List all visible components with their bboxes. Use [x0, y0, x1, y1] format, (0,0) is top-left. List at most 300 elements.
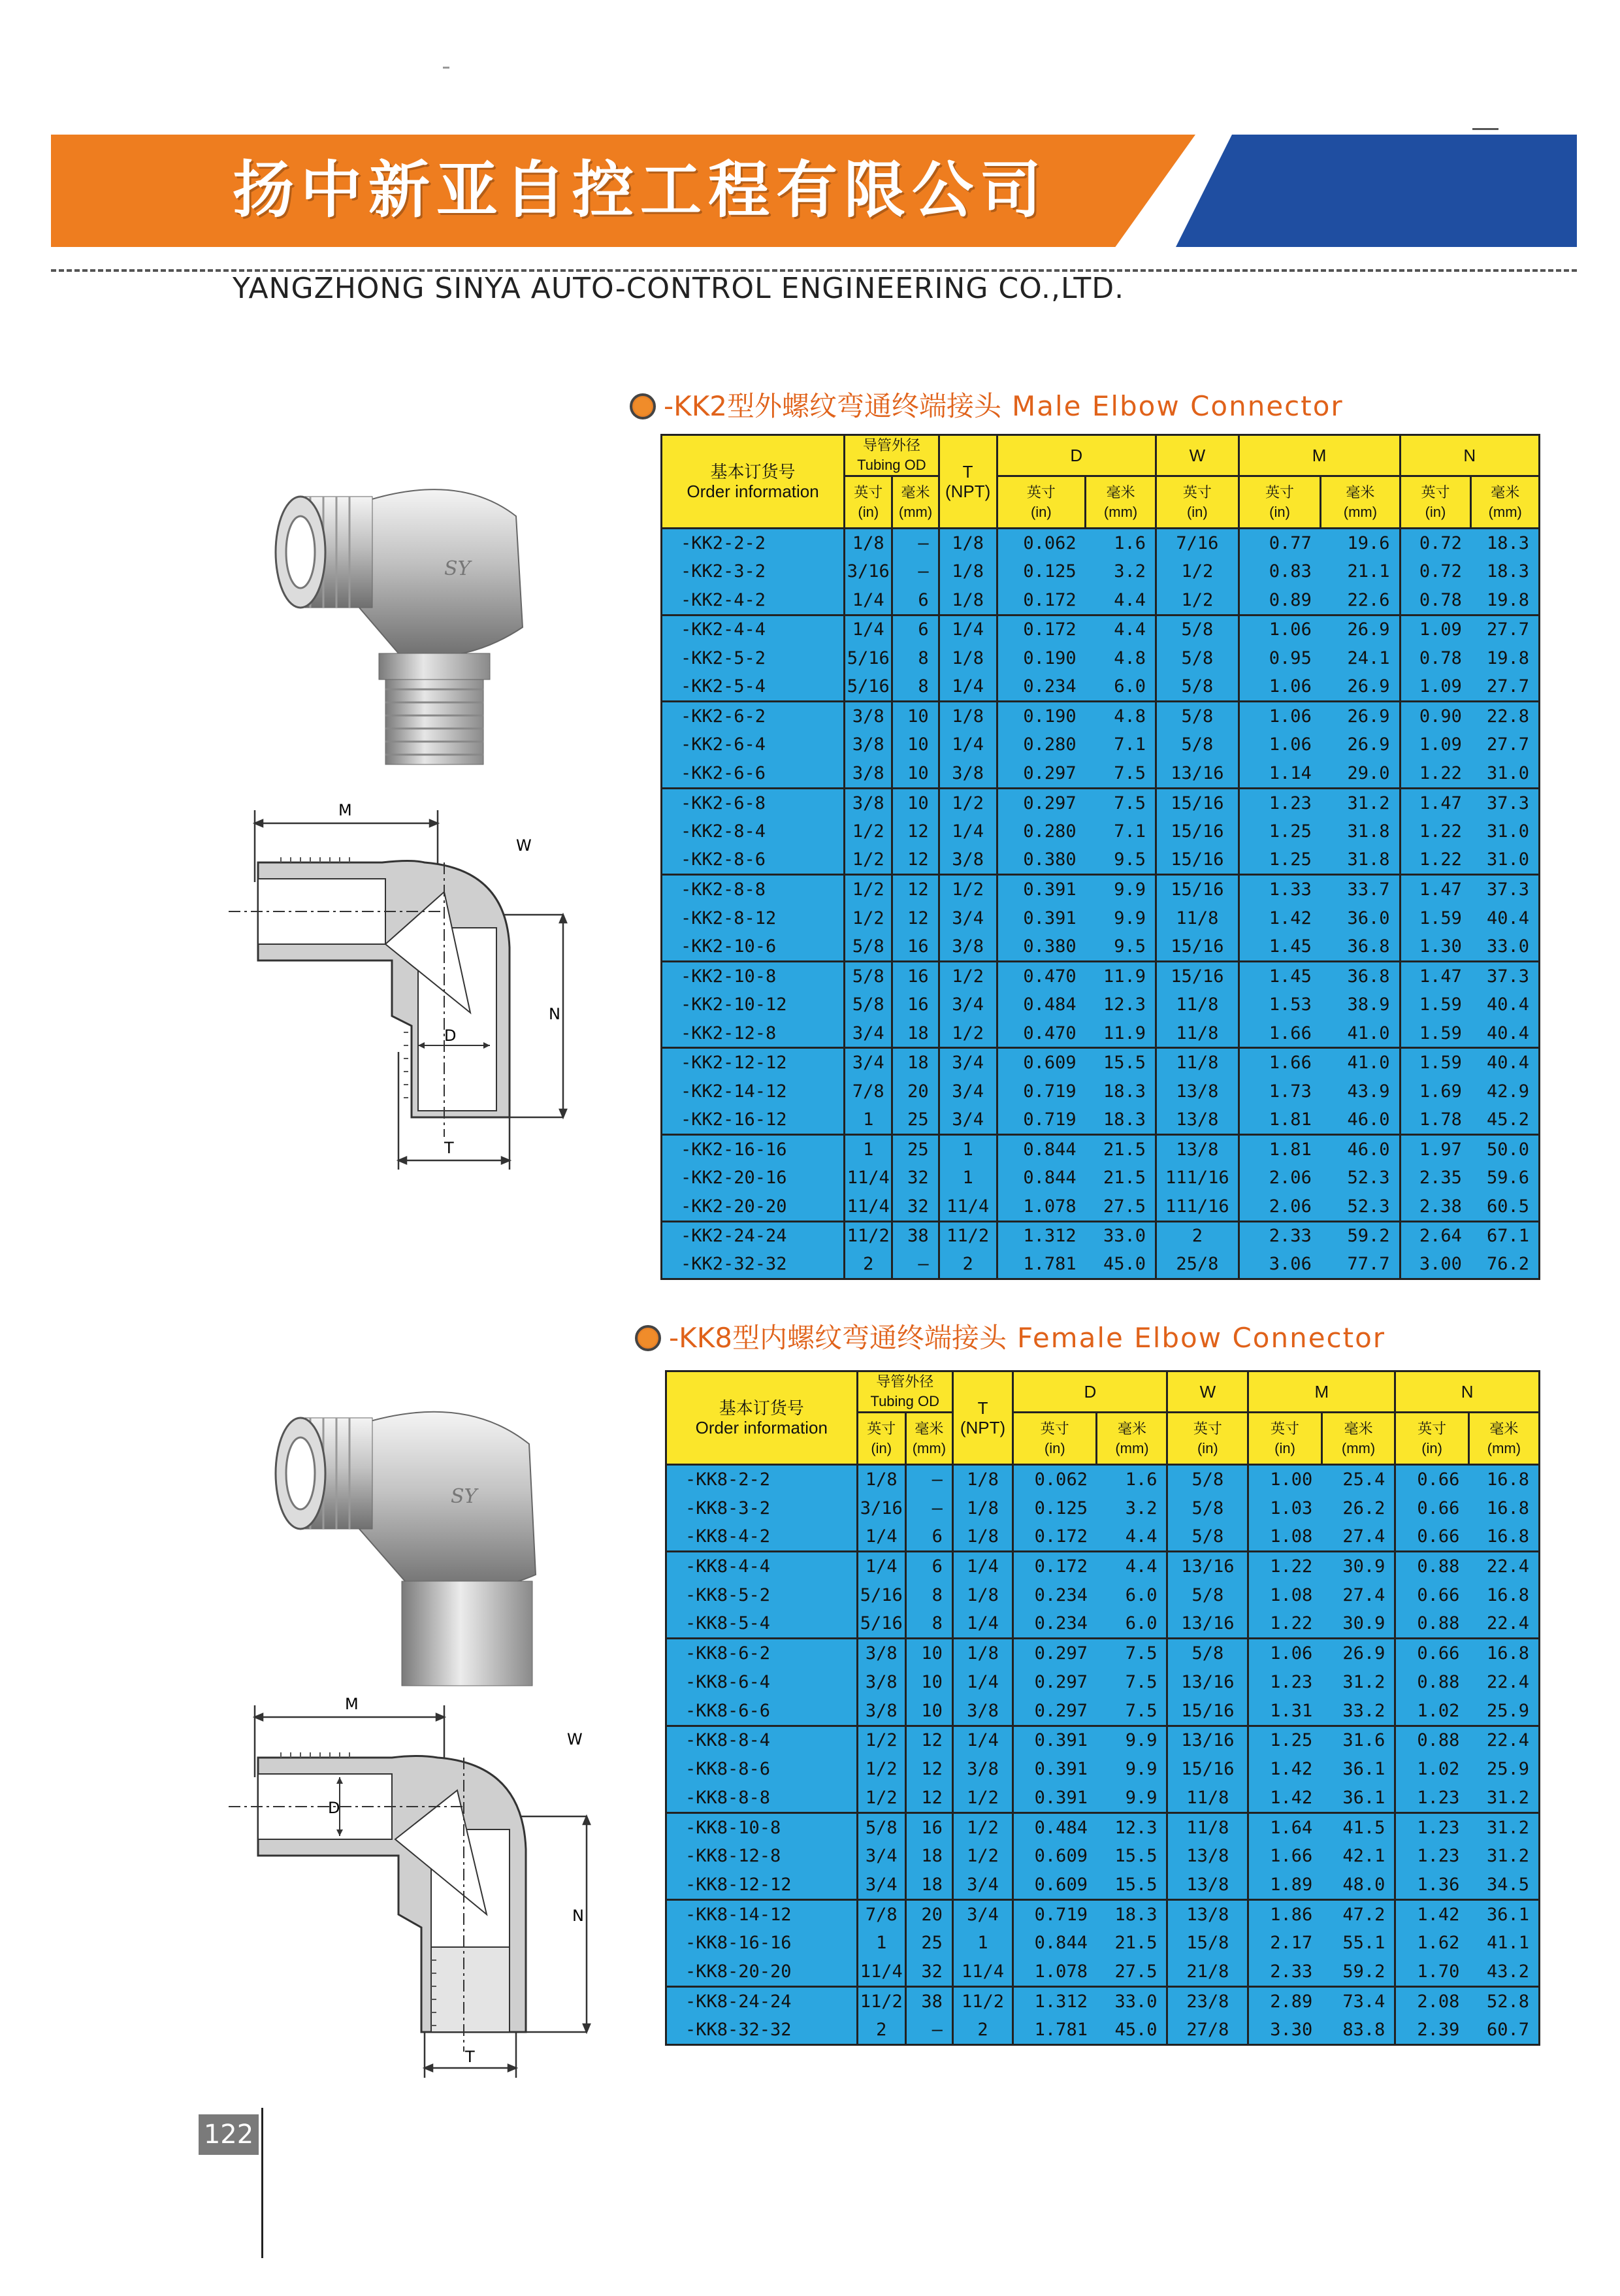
spec-cell: 15.5 — [1086, 1048, 1156, 1077]
spec-cell: 1.25 — [1239, 817, 1321, 845]
spec-cell: 1.81 — [1239, 1106, 1321, 1134]
spec-cell: 0.234 — [1013, 1609, 1097, 1638]
spec-cell: 0.88 — [1395, 1609, 1469, 1638]
spec-cell: 0.125 — [1013, 1494, 1097, 1522]
spec-cell: 0.190 — [997, 644, 1086, 672]
company-name-cn: 扬中新亚自控工程有限公司 — [233, 154, 1048, 226]
spec-cell: 8 — [892, 672, 939, 701]
spec-cell: 3.00 — [1400, 1250, 1471, 1279]
spec-cell: 11/4 — [939, 1192, 997, 1221]
order-code-cell: -KK8-16-16 — [666, 1929, 858, 1958]
spec-cell: 32 — [905, 1958, 952, 1986]
spec-cell: 18 — [905, 1871, 952, 1899]
spec-cell: 3/4 — [845, 1019, 892, 1048]
spec-cell: 0.391 — [997, 904, 1086, 932]
order-code-cell: -KK2-12-12 — [662, 1048, 845, 1077]
spec-cell: 40.4 — [1471, 904, 1540, 932]
spec-cell: 3/4 — [939, 991, 997, 1019]
spec-cell: 13/16 — [1167, 1609, 1248, 1638]
spec-cell: 21.5 — [1086, 1164, 1156, 1192]
spec-cell: 1.078 — [997, 1192, 1086, 1221]
spec-cell: 3/4 — [939, 1077, 997, 1106]
spec-cell: 1/2 — [939, 788, 997, 817]
table-row — [666, 1726, 1540, 1754]
spec-cell: 1/2 — [1156, 557, 1239, 586]
dim-label-n: N — [549, 1005, 560, 1023]
spec-cell: 3/8 — [857, 1667, 905, 1696]
spec-cell: 1.25 — [1239, 846, 1321, 875]
male-elbow-photo — [248, 457, 536, 778]
spec-cell: 1.47 — [1400, 961, 1471, 990]
spec-cell: 12 — [905, 1784, 952, 1812]
spec-cell: 0.719 — [997, 1106, 1086, 1134]
spec-cell: 21/8 — [1167, 1958, 1248, 1986]
spec-cell: 0.66 — [1395, 1581, 1469, 1609]
order-code-cell: -KK2-8-4 — [662, 817, 845, 845]
spec-cell: 11/8 — [1156, 904, 1239, 932]
spec-cell: 37.3 — [1471, 875, 1540, 904]
spec-cell: 1.59 — [1400, 1019, 1471, 1048]
spec-cell: 0.234 — [1013, 1581, 1097, 1609]
spec-cell: 0.66 — [1395, 1522, 1469, 1551]
spec-cell: 16.8 — [1468, 1581, 1539, 1609]
spec-cell: 4.4 — [1097, 1552, 1167, 1581]
spec-cell: 59.6 — [1471, 1164, 1540, 1192]
spec-cell: 11/4 — [845, 1192, 892, 1221]
spec-cell: 5/8 — [845, 932, 892, 961]
spec-cell: 37.3 — [1471, 961, 1540, 990]
spec-cell: 1/4 — [845, 586, 892, 615]
spec-cell: 3/16 — [845, 557, 892, 586]
spec-cell: 1/2 — [952, 1784, 1012, 1812]
spec-cell: 0.88 — [1395, 1552, 1469, 1581]
spec-cell: 5/8 — [845, 991, 892, 1019]
spec-cell: 16 — [892, 991, 939, 1019]
order-code-cell: -KK2-3-2 — [662, 557, 845, 586]
spec-cell: 25 — [892, 1106, 939, 1134]
spec-cell: 1/8 — [939, 586, 997, 615]
spec-cell: 11/2 — [845, 1221, 892, 1250]
spec-cell: 36.1 — [1321, 1784, 1395, 1812]
spec-cell: 0.380 — [997, 846, 1086, 875]
spec-cell: 1.06 — [1239, 615, 1321, 644]
spec-cell: 0.72 — [1400, 529, 1471, 557]
spec-cell: 10 — [892, 788, 939, 817]
spec-cell: 12 — [905, 1754, 952, 1783]
table-row — [666, 1958, 1540, 1986]
order-code-cell: -KK2-6-6 — [662, 759, 845, 788]
spec-cell: 2 — [939, 1250, 997, 1279]
table-row — [662, 1250, 1540, 1279]
spec-cell: 36.8 — [1321, 932, 1400, 961]
spec-cell: 5/8 — [1156, 730, 1239, 759]
spec-cell: 3/4 — [939, 904, 997, 932]
bullet-icon — [635, 1325, 661, 1351]
spec-cell: 11.9 — [1086, 961, 1156, 990]
spec-cell: 1.03 — [1248, 1494, 1322, 1522]
spec-cell: 0.88 — [1395, 1726, 1469, 1754]
order-code-cell: -KK8-6-4 — [666, 1667, 858, 1696]
spec-cell: 27.7 — [1471, 672, 1540, 701]
spec-cell: 5/8 — [1156, 615, 1239, 644]
spec-cell: 16.8 — [1468, 1522, 1539, 1551]
order-code-cell: -KK8-4-2 — [666, 1522, 858, 1551]
spec-cell: 5/16 — [845, 672, 892, 701]
spec-cell: 31.2 — [1468, 1784, 1539, 1812]
spec-cell: 1/4 — [845, 615, 892, 644]
spec-cell: 3/4 — [952, 1899, 1012, 1928]
spec-cell: 3/8 — [939, 846, 997, 875]
spec-cell: 9.9 — [1086, 904, 1156, 932]
spec-cell: 1.47 — [1400, 875, 1471, 904]
tubing-od-header: 导管外径Tubing OD — [845, 435, 939, 476]
spec-cell: 1 — [939, 1164, 997, 1192]
spec-cell: 26.9 — [1321, 702, 1400, 730]
spec-cell: 1/2 — [857, 1754, 905, 1783]
spec-cell: 3.30 — [1248, 2016, 1322, 2044]
dim-label-t: T — [444, 1139, 454, 1157]
spec-cell: 5/16 — [857, 1581, 905, 1609]
spec-cell: 33.2 — [1321, 1697, 1395, 1726]
spec-cell: 26.9 — [1321, 730, 1400, 759]
order-code-cell: -KK8-6-6 — [666, 1697, 858, 1726]
spec-cell: 0.297 — [997, 759, 1086, 788]
spec-cell: 1.53 — [1239, 991, 1321, 1019]
spec-cell: 59.2 — [1321, 1221, 1400, 1250]
spec-cell: 5/8 — [1167, 1522, 1248, 1551]
table-row — [662, 1019, 1540, 1048]
spec-cell: 59.2 — [1321, 1958, 1395, 1986]
spec-cell: 1.59 — [1400, 904, 1471, 932]
spec-cell: 0.280 — [997, 817, 1086, 845]
spec-cell: 46.0 — [1321, 1134, 1400, 1163]
spec-cell: 31.2 — [1321, 788, 1400, 817]
spec-cell: 11/2 — [857, 1987, 905, 2016]
spec-cell: 11.9 — [1086, 1019, 1156, 1048]
spec-cell: 27.7 — [1471, 730, 1540, 759]
spec-cell: 1/2 — [1156, 586, 1239, 615]
spec-cell: 1.781 — [997, 1250, 1086, 1279]
spec-cell: 15/16 — [1156, 932, 1239, 961]
spec-cell: 1/4 — [952, 1609, 1012, 1638]
spec-cell: 25 — [905, 1929, 952, 1958]
spec-cell: 1.73 — [1239, 1077, 1321, 1106]
spec-cell: 6 — [892, 586, 939, 615]
spec-cell: 1/2 — [952, 1812, 1012, 1841]
spec-cell: 13/16 — [1156, 759, 1239, 788]
spec-cell: 1.22 — [1400, 759, 1471, 788]
spec-cell: 1.23 — [1395, 1812, 1469, 1841]
spec-cell: 5/8 — [1156, 702, 1239, 730]
spec-cell: 24.1 — [1321, 644, 1400, 672]
spec-cell: 12 — [892, 817, 939, 845]
spec-cell: 10 — [892, 730, 939, 759]
spec-cell: 1.69 — [1400, 1077, 1471, 1106]
kk2-title-cn: -KK2型外螺纹弯通终端接头 — [664, 390, 1001, 422]
table-row — [662, 730, 1540, 759]
spec-cell: 9.5 — [1086, 846, 1156, 875]
spec-cell: 3/8 — [845, 759, 892, 788]
spec-cell: 52.3 — [1321, 1192, 1400, 1221]
svg-text:SY: SY — [444, 557, 471, 580]
order-code-cell: -KK2-5-4 — [662, 672, 845, 701]
order-code-cell: -KK8-20-20 — [666, 1958, 858, 1986]
spec-cell: — — [892, 529, 939, 557]
spec-cell: 40.4 — [1471, 991, 1540, 1019]
spec-cell: 18.3 — [1471, 557, 1540, 586]
order-code-cell: -KK2-16-12 — [662, 1106, 845, 1134]
table-row — [662, 904, 1540, 932]
spec-cell: 15/16 — [1167, 1754, 1248, 1783]
spec-cell: 1.6 — [1086, 529, 1156, 557]
table-row — [666, 1522, 1540, 1551]
spec-cell: 13/8 — [1167, 1842, 1248, 1871]
spec-cell: 8 — [892, 644, 939, 672]
spec-cell: 15.5 — [1097, 1871, 1167, 1899]
spec-cell: 2.33 — [1239, 1221, 1321, 1250]
spec-cell: 1/2 — [845, 904, 892, 932]
spec-cell: 1/8 — [939, 557, 997, 586]
spec-cell: 41.0 — [1321, 1048, 1400, 1077]
spec-cell: 19.8 — [1471, 644, 1540, 672]
spec-cell: 15.5 — [1097, 1842, 1167, 1871]
spec-cell: 31.0 — [1471, 759, 1540, 788]
spec-cell: 10 — [892, 759, 939, 788]
spec-cell: 1.06 — [1239, 730, 1321, 759]
spec-cell: 16 — [892, 961, 939, 990]
spec-cell: 32 — [892, 1192, 939, 1221]
spec-cell: 20 — [905, 1899, 952, 1928]
table-row — [662, 1134, 1540, 1163]
spec-cell: 10 — [905, 1697, 952, 1726]
spec-cell: 41.1 — [1468, 1929, 1539, 1958]
spec-cell: 111/16 — [1156, 1164, 1239, 1192]
spec-cell: 41.5 — [1321, 1812, 1395, 1841]
spec-cell: 1 — [857, 1929, 905, 1958]
spec-cell: 1.25 — [1248, 1726, 1322, 1754]
spec-cell: 11/4 — [845, 1164, 892, 1192]
spec-cell: 36.1 — [1321, 1754, 1395, 1783]
spec-cell: 1/8 — [952, 1522, 1012, 1551]
spec-cell: 77.7 — [1321, 1250, 1400, 1279]
spec-cell: 0.297 — [1013, 1697, 1097, 1726]
spec-cell: 0.609 — [1013, 1842, 1097, 1871]
spec-cell: 1.312 — [997, 1221, 1086, 1250]
spec-cell: 40.4 — [1471, 1048, 1540, 1077]
spec-cell: 0.719 — [997, 1077, 1086, 1106]
header-blue-banner — [1176, 135, 1577, 247]
spec-cell: 0.719 — [1013, 1899, 1097, 1928]
spec-cell: 1.09 — [1400, 730, 1471, 759]
spec-cell: 5/8 — [1156, 672, 1239, 701]
spec-cell: 4.4 — [1097, 1522, 1167, 1551]
spec-cell: 36.8 — [1321, 961, 1400, 990]
spec-cell: 29.0 — [1321, 759, 1400, 788]
spec-cell: 41.0 — [1321, 1019, 1400, 1048]
kk2-section-heading — [630, 387, 1344, 426]
spec-cell: 13/16 — [1167, 1667, 1248, 1696]
order-code-cell: -KK2-20-20 — [662, 1192, 845, 1221]
spec-cell: 13/8 — [1156, 1106, 1239, 1134]
spec-cell: 1.78 — [1400, 1106, 1471, 1134]
t-header: T (NPT) — [939, 435, 997, 529]
spec-cell: 55.1 — [1321, 1929, 1395, 1958]
spec-cell: 13/16 — [1167, 1552, 1248, 1581]
spec-cell: 3.2 — [1097, 1494, 1167, 1522]
female-elbow-photo — [248, 1385, 549, 1692]
order-code-cell: -KK8-12-12 — [666, 1871, 858, 1899]
spec-cell: 42.1 — [1321, 1842, 1395, 1871]
spec-cell: 48.0 — [1321, 1871, 1395, 1899]
spec-cell: 3/4 — [952, 1871, 1012, 1899]
spec-cell: 3/8 — [939, 932, 997, 961]
kk8-title-en: Female Elbow Connector — [1016, 1322, 1386, 1354]
spec-cell: 6 — [905, 1552, 952, 1581]
bullet-icon — [630, 393, 656, 419]
table-row — [662, 1106, 1540, 1134]
spec-cell: 11/8 — [1156, 991, 1239, 1019]
scan-speck — [1472, 128, 1498, 130]
spec-cell: 6 — [892, 615, 939, 644]
spec-cell: 13/16 — [1167, 1726, 1248, 1754]
spec-cell: 2.89 — [1248, 1987, 1322, 2016]
spec-cell: 31.8 — [1321, 817, 1400, 845]
spec-cell: 9.5 — [1086, 932, 1156, 961]
spec-cell: 60.7 — [1468, 2016, 1539, 2044]
dim-label-w: W — [567, 1730, 583, 1748]
spec-cell: 1/2 — [857, 1726, 905, 1754]
spec-cell: 1.45 — [1239, 932, 1321, 961]
spec-cell: — — [892, 1250, 939, 1279]
table-row — [662, 788, 1540, 817]
order-code-cell: -KK2-6-8 — [662, 788, 845, 817]
spec-cell: 1/8 — [952, 1639, 1012, 1667]
spec-cell: 1.66 — [1248, 1842, 1322, 1871]
spec-cell: 1/2 — [845, 875, 892, 904]
m-header: M — [1239, 435, 1400, 476]
order-code-cell: -KK8-5-4 — [666, 1609, 858, 1638]
spec-cell: 0.89 — [1239, 586, 1321, 615]
order-code-cell: -KK8-6-2 — [666, 1639, 858, 1667]
kk2-title-en: Male Elbow Connector — [1011, 390, 1344, 422]
spec-cell: 5/8 — [1167, 1465, 1248, 1494]
spec-cell: 0.280 — [997, 730, 1086, 759]
order-code-cell: -KK2-8-8 — [662, 875, 845, 904]
spec-cell: 13/8 — [1156, 1077, 1239, 1106]
spec-cell: 22.8 — [1471, 702, 1540, 730]
table-row — [662, 1192, 1540, 1221]
spec-cell: 0.172 — [997, 615, 1086, 644]
table-row — [666, 1754, 1540, 1783]
spec-cell: 22.4 — [1468, 1609, 1539, 1638]
spec-cell: 83.8 — [1321, 2016, 1395, 2044]
spec-cell: 1 — [845, 1134, 892, 1163]
order-code-cell: -KK2-8-12 — [662, 904, 845, 932]
spec-cell: 16.8 — [1468, 1465, 1539, 1494]
table-row — [662, 529, 1540, 557]
spec-cell: 1.22 — [1248, 1552, 1322, 1581]
spec-cell: 0.66 — [1395, 1639, 1469, 1667]
spec-cell: 0.380 — [997, 932, 1086, 961]
order-code-cell: -KK2-5-2 — [662, 644, 845, 672]
spec-cell: 1.22 — [1400, 846, 1471, 875]
spec-cell: 21.5 — [1097, 1929, 1167, 1958]
spec-cell: 16 — [905, 1812, 952, 1841]
spec-cell: 12 — [892, 875, 939, 904]
table-row — [662, 1048, 1540, 1077]
spec-cell: 27.5 — [1097, 1958, 1167, 1986]
spec-cell: 31.6 — [1321, 1726, 1395, 1754]
order-code-cell: -KK2-14-12 — [662, 1077, 845, 1106]
spec-cell: — — [905, 2016, 952, 2044]
spec-cell: 3/16 — [857, 1494, 905, 1522]
order-code-cell: -KK2-4-4 — [662, 615, 845, 644]
spec-cell: 0.88 — [1395, 1667, 1469, 1696]
spec-cell: 1/2 — [939, 961, 997, 990]
spec-cell: 47.2 — [1321, 1899, 1395, 1928]
spec-cell: 52.8 — [1468, 1987, 1539, 2016]
order-code-cell: -KK2-24-24 — [662, 1221, 845, 1250]
spec-cell: 31.0 — [1471, 817, 1540, 845]
spec-cell: 40.4 — [1471, 1019, 1540, 1048]
page-number-rule — [261, 2108, 263, 2258]
spec-cell: 7.5 — [1086, 759, 1156, 788]
spec-cell: 43.2 — [1468, 1958, 1539, 1986]
spec-cell: — — [905, 1465, 952, 1494]
spec-cell: 3/8 — [857, 1639, 905, 1667]
spec-cell: 1.62 — [1395, 1929, 1469, 1958]
spec-cell: 0.66 — [1395, 1494, 1469, 1522]
spec-cell: 5/8 — [1167, 1639, 1248, 1667]
spec-cell: 5/16 — [857, 1609, 905, 1638]
spec-cell: 0.844 — [997, 1164, 1086, 1192]
spec-cell: 38 — [905, 1987, 952, 2016]
table-row — [662, 644, 1540, 672]
spec-cell: 0.484 — [997, 991, 1086, 1019]
spec-cell: 33.0 — [1471, 932, 1540, 961]
spec-cell: 0.83 — [1239, 557, 1321, 586]
table-row — [662, 1221, 1540, 1250]
spec-cell: 18.3 — [1471, 529, 1540, 557]
spec-cell: 0.844 — [1013, 1929, 1097, 1958]
d-header: D — [997, 435, 1156, 476]
spec-cell: 0.391 — [1013, 1754, 1097, 1783]
order-code-cell: -KK2-12-8 — [662, 1019, 845, 1048]
m-header: M — [1248, 1371, 1395, 1413]
table-row — [666, 1784, 1540, 1812]
spec-cell: 33.7 — [1321, 875, 1400, 904]
dim-label-n: N — [572, 1907, 584, 1925]
spec-cell: 1.6 — [1097, 1465, 1167, 1494]
spec-cell: 1.33 — [1239, 875, 1321, 904]
spec-cell: 1.81 — [1239, 1134, 1321, 1163]
spec-cell: 18.3 — [1086, 1106, 1156, 1134]
spec-cell: 3/4 — [939, 1106, 997, 1134]
spec-cell: 32 — [892, 1164, 939, 1192]
spec-cell: 26.9 — [1321, 672, 1400, 701]
spec-cell: 3.2 — [1086, 557, 1156, 586]
order-code-cell: -KK8-12-8 — [666, 1842, 858, 1871]
kk2-spec-table: 基本订货号 Order information 导管外径Tubing OD T (NPT) D W M N 英寸 (in) 毫米 (mm) 英寸 (in) 毫米 (mm) 英寸 (in) 英寸 (in) 毫米 (mm) 英寸 (in) 毫米 (mm) -KK2-2-2 1/8 — 1/8 0.062 1.6 7/16 0.77 19.6 0.72 18.3 -KK2-3-2 3/16 — 1/8 0.125 3.2 1/2 0.83 21.1 0.72 18.3 -KK2-4-2 1/4 6 1/8 0.172 4.4 1/2 0.89 22.6 0.78 19.8 -KK2-4-4 1/4 6 1/4 0.172 4.4 5/8 1.06 26.9 1.09 27.7 -KK2-5-2 5/16 8 1/8 0.190 4.8 5/8 0.95 24.1 0.78 19.8 -KK2-5-4 5/16 8 1/4 0.234 6.0 5/8 1.06 26.9 1.09 27.7 -KK2-6-2 3/8 10 1/8 0.190 4.8 5/8 1.06 26.9 0.90 22.8 -KK2-6-4 3/8 10 1/4 0.280 7.1 5/8 1.06 26.9 1.09 27.7 -KK2-6-6 3/8 10 3/8 0.297 7.5 13/16 1.14 29.0 1.22 31.0 -KK2-6-8 3/8 10 1/2 0.297 7.5 15/16 1.23 31.2 1.47 37.3 -KK2-8-4 1/2 12 1/4 0.280 7.1 15/16 1.25 31.8 1.22 31.0 -KK2-8-6 1/2 12 3/8 0.380 9.5 15/16 1.25 31.8 1.22 31.0 -KK2-8-8 1/2 12 1/2 0.391 9.9 15/16 1.33 33.7 1.47 37.3 -KK2-8-12 1/2 12 3/4 0.391 9.9 11/8 1.42 36.0 1.59 40.4 -KK2-10-6 5/8 16 3/8 0.380 9.5 15/16 1.45 36.8 1.30 33.0 -KK2-10-8 5/8 16 1/2 0.470 11.9 15/16 1.45 36.8 1.47 37.3 -KK2-10-12 5/8 16 3/4 0.484 12.3 11/8 1.53 38.9 1.59 40.4 -KK2-12-8 3/4 18 1/2 0.470 11.9 11/8 1.66 41.0 1.59 40.4 -KK2-12-12 3/4 18 3/4 0.609 15.5 11/8 1.66 41.0 1.59 40.4 -KK2-14-12 7/8 20 3/4 0.719 18.3 13/8 1.73 43.9 1.69 42.9 -KK2-16-12 1 25 3/4 0.719 18.3 13/8 1.81 46.0 1.78 45.2 -KK2-16-16 1 25 1 0.844 21.5 13/8 1.81 46.0 1.97 50.0 -KK2-20-16 11/4 32 1 0.844 21.5 111/16 2.06 52.3 2.35 59.6 -KK2-20-20 11/4 32 11/4 1.078 27.5 111/16 2.06 52.3 2.38 60.5 -KK2-24-24 11/2 38 11/2 1.312 33.0 2 2.33 59.2 2.64 67.1 -KK2-32-32 2 — 2 1.781 45.0 25/8 3.06 77.7 3.00 76.2 — [660, 434, 1540, 1280]
order-code-cell: -KK8-4-4 — [666, 1552, 858, 1581]
order-code-cell: -KK2-10-8 — [662, 961, 845, 990]
order-code-cell: -KK2-4-2 — [662, 586, 845, 615]
spec-cell: 1/4 — [939, 730, 997, 759]
spec-cell: 7.5 — [1097, 1697, 1167, 1726]
spec-cell: 22.4 — [1468, 1726, 1539, 1754]
spec-cell: 21.1 — [1321, 557, 1400, 586]
spec-cell: 1/8 — [952, 1465, 1012, 1494]
